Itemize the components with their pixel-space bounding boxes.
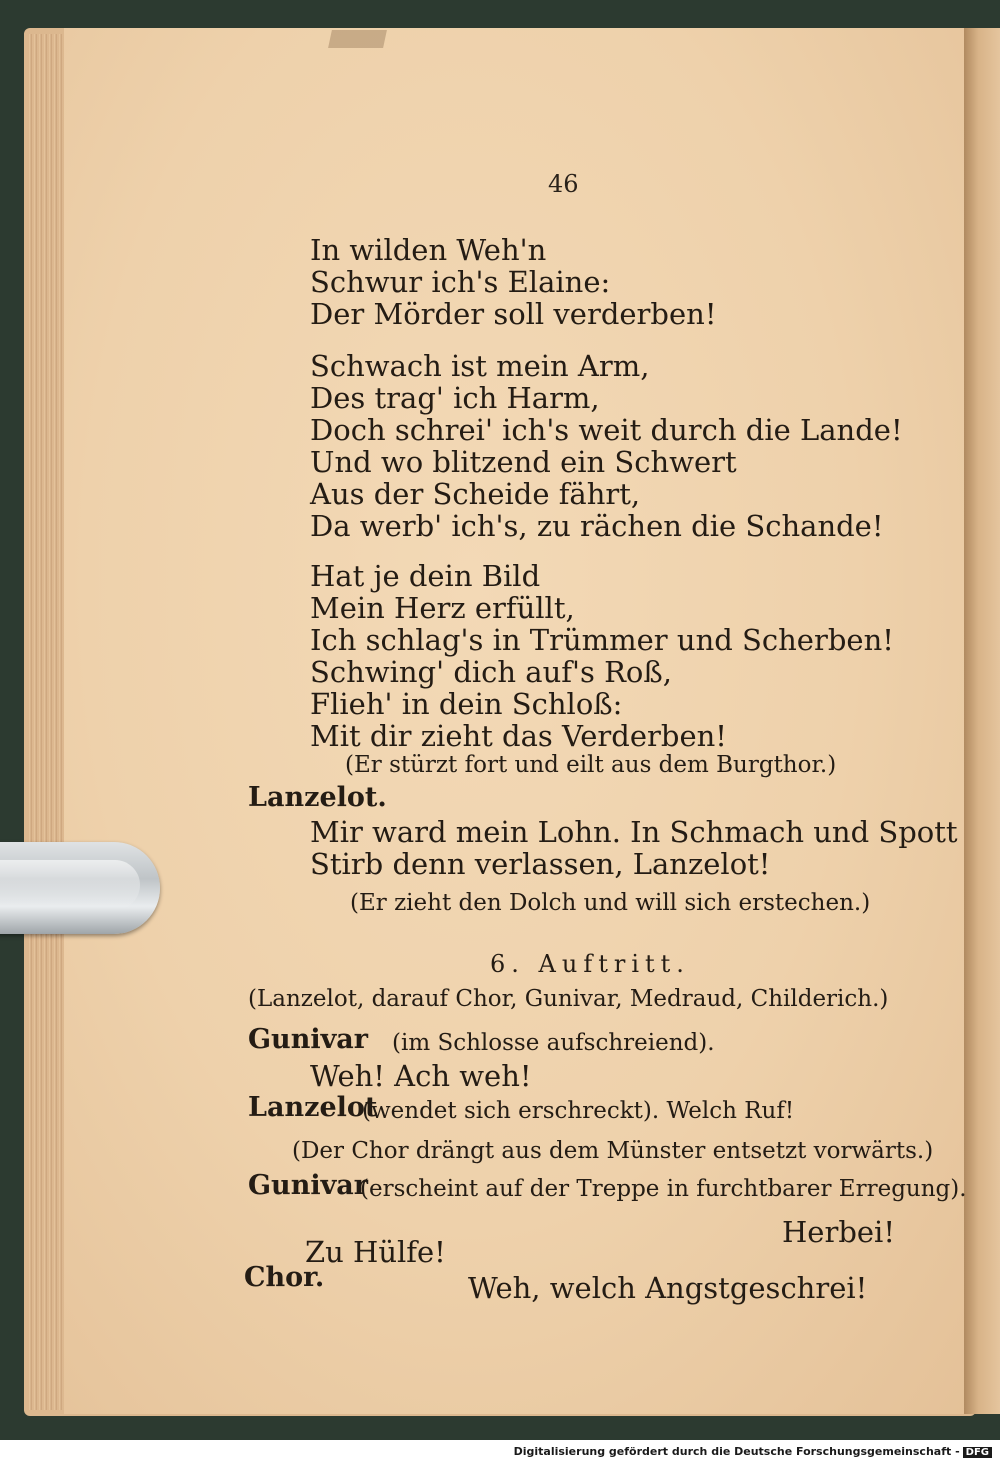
stage-direction: (Der Chor drängt aus dem Münster entsetzt vorwärts.) (292, 1138, 934, 1164)
verse-line: Da werb' ich's, zu rächen die Schande! (310, 509, 884, 543)
verse-line: Ich schlag's in Trümmer und Scherben! (310, 623, 894, 657)
stage-direction: (wendet sich erschreckt). Welch Ruf! (362, 1098, 795, 1124)
page-tab-mark (328, 30, 387, 48)
scene-heading: 6. Auftritt. (490, 950, 690, 978)
verse-line: Stirb denn verlassen, Lanzelot! (310, 847, 771, 881)
verse-line: Mein Herz erfüllt, (310, 591, 575, 625)
dfg-logo: DFG (963, 1447, 992, 1458)
speaker-name: Lanzelot (248, 1092, 378, 1123)
verse-line: Aus der Scheide fährt, (310, 477, 641, 511)
stage-direction: (Er zieht den Dolch und will sich erstechen.) (350, 890, 871, 916)
verse-line: Weh! Ach weh! (310, 1059, 532, 1093)
verse-line: Doch schrei' ich's weit durch die Lande! (310, 413, 903, 447)
verse-line: Des trag' ich Harm, (310, 381, 600, 415)
speaker-name: Lanzelot. (248, 782, 387, 813)
verse-line: Herbei! (782, 1215, 895, 1249)
speaker-name: Gunivar (248, 1170, 368, 1201)
verse-line: Mit dir zieht das Verderben! (310, 719, 727, 753)
verse-line: Und wo blitzend ein Schwert (310, 445, 737, 479)
stage-direction: (Er stürzt fort und eilt aus dem Burgthor.) (345, 752, 837, 778)
verse-line: Schwach ist mein Arm, (310, 349, 650, 383)
verse-line: In wilden Weh'n (310, 233, 547, 267)
speaker-name: Gunivar (248, 1024, 368, 1055)
stage-direction: (erscheint auf der Treppe in furchtbarer Erregung). (360, 1176, 967, 1202)
funding-credit (514, 1445, 992, 1458)
speaker-name: Chor. (244, 1262, 325, 1293)
verse-line: Flieh' in dein Schloß: (310, 687, 623, 721)
credit-text: Digitalisierung gefördert durch die Deutsche Forschungsgemeinschaft - (513, 1445, 960, 1458)
verse-line: Zu Hülfe! (305, 1235, 446, 1269)
stage-direction: (im Schlosse aufschreiend). (392, 1030, 715, 1056)
verse-line: Mir ward mein Lohn. In Schmach und Spott (310, 815, 958, 849)
verse-line: Schwing' dich auf's Roß, (310, 655, 672, 689)
stage-direction: (Lanzelot, darauf Chor, Gunivar, Medraud, Childerich.) (248, 986, 889, 1012)
next-page-edge (964, 28, 1000, 1414)
verse-line: Der Mörder soll verderben! (310, 297, 717, 331)
verse-line: Weh, welch Angstgeschrei! (468, 1271, 868, 1305)
verse-line: Schwur ich's Elaine: (310, 265, 611, 299)
verse-line: Hat je dein Bild (310, 559, 541, 593)
page-clip (0, 842, 160, 934)
page-number: 46 (548, 170, 579, 198)
